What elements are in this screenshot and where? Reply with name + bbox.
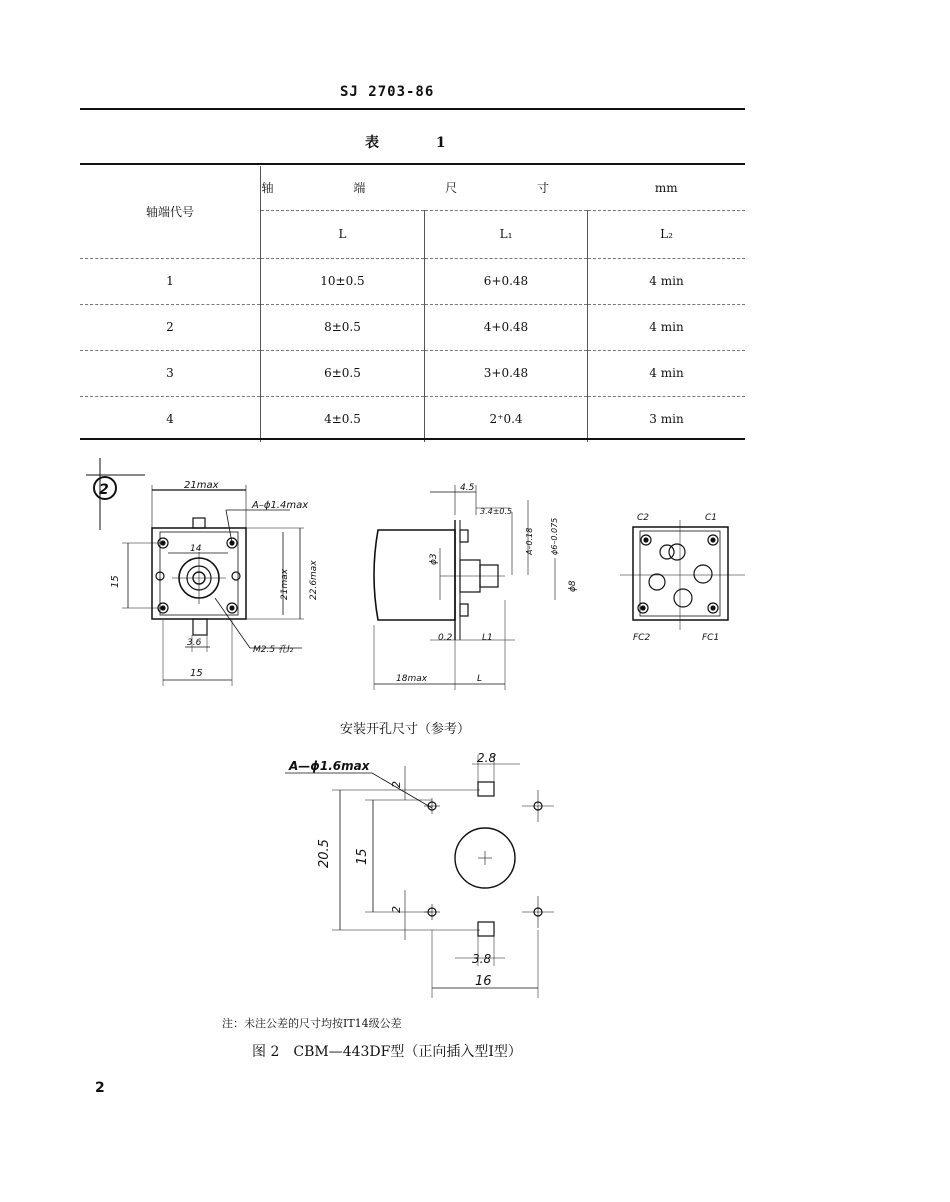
cell-l2: 4 min [588,258,746,304]
dim-phi8: ϕ8 [568,580,578,592]
figure-caption: 图 2 CBM—443DF型（正向插入型Ⅰ型） [252,1044,522,1060]
dim-0-2: 0.2 [438,633,453,643]
row-header: 轴端代号 [145,205,194,220]
cell-l1: 4+0.48 [425,304,588,350]
dim-14: 14 [190,544,202,554]
dim-width: 21max [184,480,219,491]
cell-l1: 3+0.48 [425,350,588,396]
cell-l2: 4 min [588,304,746,350]
group-header: 轴 端 尺 寸 [261,166,588,210]
dim-4-5: 4.5 [460,483,475,493]
dim-16: 16 [475,974,492,989]
dim-l1: L1 [482,633,493,643]
dim-3-6: 3.6 [187,638,202,648]
cell-l2: 3 min [588,396,746,442]
back-view [620,513,745,643]
unit-label: mm [588,166,746,210]
dim-3-8: 3.8 [472,952,492,966]
figure-badge [86,458,145,530]
table-bottom-rule [80,438,745,440]
dim-15-horizontal: 15 [190,668,203,679]
side-view [374,483,578,690]
dim-3-4: 3.4±0.5 [480,507,513,516]
table-row [80,396,745,442]
document-id: SJ 2703-86 [340,84,435,100]
cell-code: 2 [80,304,261,350]
dim-2-top: 2 [390,781,403,788]
cell-l: 4±0.5 [261,396,425,442]
label-c1: C1 [705,513,718,523]
cell-code: 3 [80,350,261,396]
dim-height2: 22.6max [309,560,319,600]
label-fc2: FC2 [633,633,651,643]
dim-15-vertical: 15 [110,575,121,588]
dim-2-bottom: 2 [390,906,403,913]
top-rule [80,108,745,110]
mount-hole-dim: A—ϕ1.6max [289,759,370,773]
table-caption: 表 1 [365,135,472,151]
dim-phi3: ϕ3 [429,553,439,565]
cell-code: 4 [80,396,261,442]
cell-l: 6±0.5 [261,350,425,396]
mount-subtitle: 安装开孔尺寸（参考） [340,722,471,737]
table-top-rule [80,163,745,165]
table-row [80,350,745,396]
dim-hole: A–ϕ1.4max [252,500,309,511]
dim-phi6: ϕ6–0.075 [550,517,559,555]
dim-a-018: A–0.18 [525,527,534,555]
col-header-l: L [261,210,425,258]
badge-label: 2 [99,482,109,498]
cell-l2: 4 min [588,350,746,396]
cell-l: 8±0.5 [261,304,425,350]
cell-l: 10±0.5 [261,258,425,304]
cell-l1: 2⁺0.4 [425,396,588,442]
label-fc1: FC1 [702,633,720,643]
dim-18max: 18max [396,674,428,684]
label-c2: C2 [637,513,650,523]
front-view [110,480,319,686]
dim-l: L [477,674,483,684]
dim-height1: 21max [280,568,290,600]
tolerance-note: 注：未注公差的尺寸均按IT14级公差 [222,1017,402,1030]
technical-drawing [0,450,950,1010]
cell-code: 1 [80,258,261,304]
cell-l1: 6+0.48 [425,258,588,304]
col-header-l1: L₁ [425,210,588,258]
shaft-dimension-table [80,166,745,442]
page-number: 2 [95,1080,105,1096]
thread-label: M2.5 孔l₂ [253,645,294,655]
table-row [80,258,745,304]
mounting-layout [285,751,554,998]
dim-20-5: 20.5 [317,839,332,868]
dim-2-8: 2.8 [477,751,497,765]
dim-15: 15 [355,848,370,865]
col-header-l2: L₂ [588,210,746,258]
table-row [80,304,745,350]
